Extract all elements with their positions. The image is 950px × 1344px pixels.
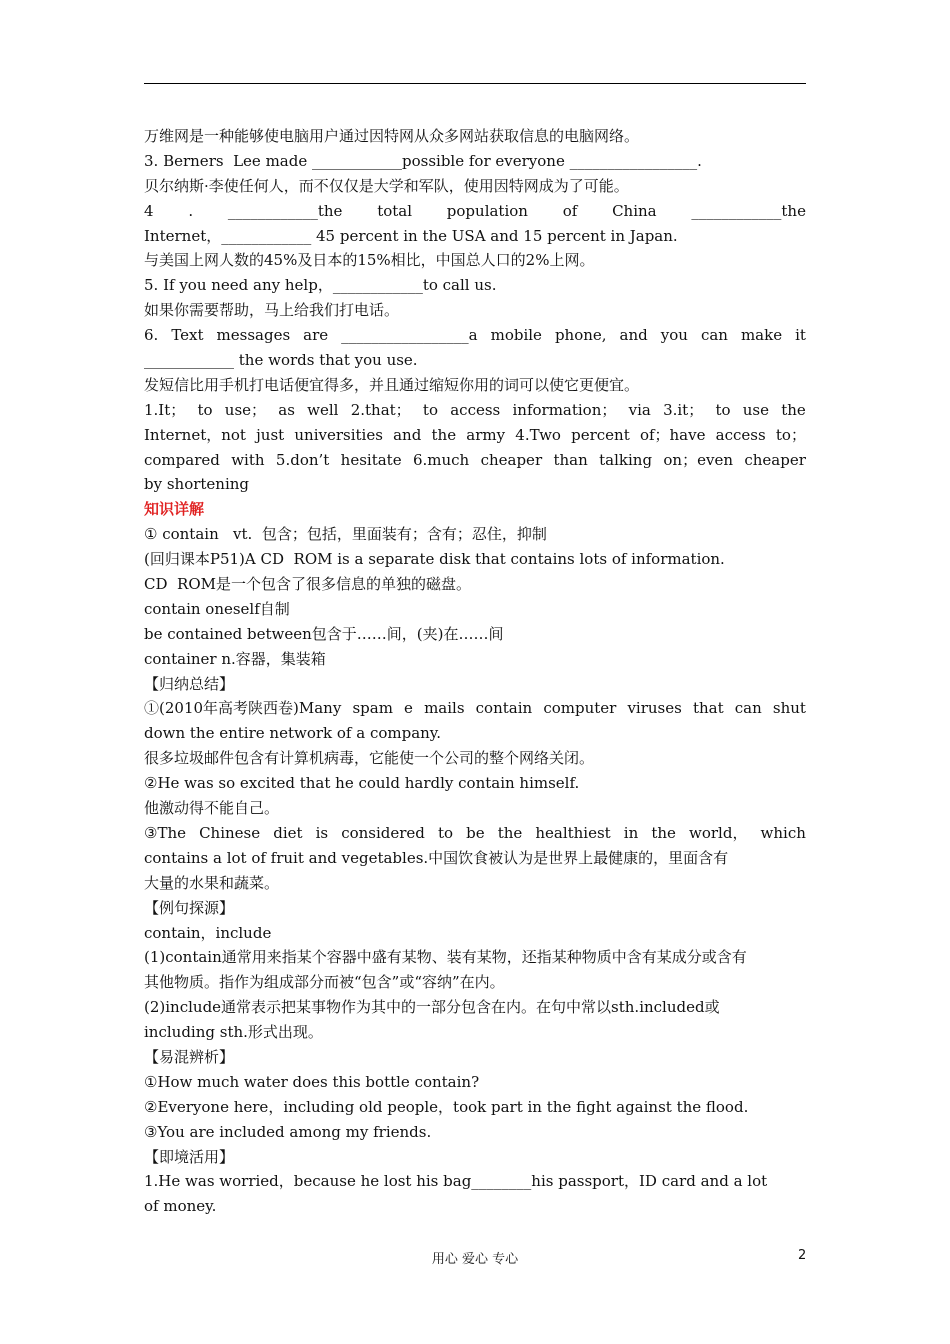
text-line: CD ROM是一个包含了很多信息的单独的磁盘。 (144, 575, 471, 594)
text-line: 他激动得不能自己。 (144, 799, 280, 818)
word: which (760, 823, 806, 842)
word: mails (424, 699, 465, 718)
text-line: ①How much water does this bottle contain? (144, 1072, 480, 1091)
word: and (393, 425, 422, 444)
word: healthiest (535, 823, 611, 842)
word: to (715, 400, 731, 419)
word: China (612, 201, 657, 220)
text-line: 其他物质。指作为组成部分而被“包含”或“容纳”在内。 (144, 973, 505, 992)
text-line: (回归课本P51)A CD ROM is a separate disk that contains lots of information. (144, 550, 725, 569)
answer-line-justified (144, 423, 806, 448)
text-line: be contained between包含于……间，(夹)在……间 (144, 624, 504, 643)
word: can (700, 326, 728, 345)
text-line-justified (144, 323, 806, 348)
word: and (619, 326, 648, 345)
subsection-heading: 【例句探源】 (144, 898, 235, 917)
word: ①(2010年高考陕西卷)Many (144, 699, 342, 718)
word: percent (571, 425, 630, 444)
word: via (628, 400, 651, 419)
text-line-justified (144, 696, 806, 721)
text-line: (2)include通常表示把某事物作为其中的一部分包含在内。在句中常以sth.included或 (144, 998, 720, 1017)
text-line-justified (144, 199, 806, 224)
word: make (740, 326, 783, 345)
word: the (497, 823, 523, 842)
word: as (278, 400, 295, 419)
word: it (795, 326, 806, 345)
word: 4 (144, 201, 154, 220)
page-number: 2 (798, 1248, 807, 1263)
text-line: 发短信比用手机打电话便宜得多，并且通过缩短你用的词可以使它更便宜。 (144, 375, 640, 394)
word: compared (144, 450, 220, 469)
word: on；even (663, 450, 733, 469)
word: is (315, 823, 329, 842)
word: access (450, 400, 501, 419)
word: contain (475, 699, 533, 718)
subsection-heading: 【归纳总结】 (144, 674, 235, 693)
word: hesitate (340, 450, 402, 469)
page-footer (0, 1248, 950, 1268)
text-line: contains a lot of fruit and vegetables.中国饮食被认为是世界上最健康的，里面含有 (144, 848, 729, 867)
word: of (562, 201, 578, 220)
word: 3.it； (663, 400, 704, 419)
word: of；have (639, 425, 706, 444)
word: 5.don’t (275, 450, 330, 469)
word: are (303, 326, 329, 345)
word: universities (294, 425, 383, 444)
word: e (404, 699, 413, 718)
word: messages (216, 326, 291, 345)
word: Chinese (199, 823, 261, 842)
word: that (692, 699, 724, 718)
text-line: 如果你需要帮助，马上给我们打电话。 (144, 301, 400, 320)
section-heading: 知识详解 (144, 500, 205, 519)
answer-line-justified (144, 448, 806, 473)
word: talking (599, 450, 653, 469)
text-line: ②He was so excited that he could hardly contain himself. (144, 774, 580, 793)
text-line: 万维网是一种能够使电脑用户通过因特网从众多网站获取信息的电脑网络。 (144, 127, 640, 145)
text-line: container n.容器，集装箱 (144, 649, 326, 668)
word: diet (273, 823, 303, 842)
text-line: 贝尔纳斯·李使任何人，而不仅仅是大学和军队，使用因特网成为了可能。 (144, 176, 629, 195)
word: just (256, 425, 285, 444)
text-line: 与美国上网人数的45%及日本的15%相比，中国总人口的2%上网。 (144, 251, 595, 270)
word: 4.Two (515, 425, 561, 444)
word: 2.that； (350, 400, 411, 419)
answer-line-justified (144, 398, 806, 423)
text-line: of money. (144, 1197, 217, 1216)
subsection-heading: 【易混辨析】 (144, 1047, 235, 1066)
word: ____________the (691, 201, 806, 220)
word: with (231, 450, 265, 469)
document-body (144, 124, 806, 1219)
word: computer (543, 699, 617, 718)
word: can (734, 699, 762, 718)
text-line: Internet，____________ 45 percent in the USA and 15 percent in Japan. (144, 226, 678, 245)
word: information； (512, 400, 617, 419)
word: access (715, 425, 766, 444)
text-line: including sth.形式出现。 (144, 1023, 323, 1042)
footer-motto: 用心 爱心 专心 (431, 1252, 519, 1267)
word: ____________the (227, 201, 343, 220)
word: world， (689, 823, 748, 842)
text-line: 1.He was worried，because he lost his bag________his passport，ID card and a lot (144, 1172, 768, 1191)
text-line: 大量的水果和蔬菜。 (144, 873, 280, 892)
word: than (553, 450, 588, 469)
word: Internet，not (144, 425, 246, 444)
word: population (446, 201, 528, 220)
word: to； (775, 425, 806, 444)
word: cheaper (744, 450, 806, 469)
word: well (307, 400, 339, 419)
text-line: 3. Berners Lee made ____________possible for everyone _________________. (144, 151, 702, 170)
word: the (651, 823, 676, 842)
word: be (466, 823, 485, 842)
word: the (431, 425, 457, 444)
text-line-justified (144, 821, 806, 846)
word: shut (772, 699, 806, 718)
word: 1.It； (144, 400, 186, 419)
word: the (781, 400, 806, 419)
word: viruses (627, 699, 682, 718)
word: phone, (554, 326, 607, 345)
word: in (623, 823, 639, 842)
word: spam (352, 699, 393, 718)
text-line: by shortening (144, 475, 250, 494)
text-line: 很多垃圾邮件包含有计算机病毒，它能使一个公司的整个网络关闭。 (144, 749, 595, 768)
word: use (742, 400, 769, 419)
word: army (466, 425, 506, 444)
word: Text (171, 326, 204, 345)
text-line: (1)contain通常用来指某个容器中盛有某物、装有某物，还指某种物质中含有某成分或含有 (144, 948, 747, 967)
text-line: ③You are included among my friends. (144, 1122, 432, 1141)
text-line: ____________ the words that you use. (144, 351, 418, 370)
word: use； (224, 400, 267, 419)
text-line: down the entire network of a company. (144, 724, 442, 743)
word: you (660, 326, 688, 345)
text-line: ②Everyone here，including old people，took part in the fight against the flood. (144, 1097, 749, 1116)
word: . (188, 201, 194, 220)
text-line: contain oneself自制 (144, 599, 290, 618)
word: to (437, 823, 454, 842)
word: mobile (490, 326, 542, 345)
word: 6. (144, 326, 159, 345)
text-line: ① contain vt. 包含；包括，里面装有；含有；忍住，抑制 (144, 525, 547, 544)
subsection-heading: 【即境活用】 (144, 1147, 235, 1166)
word: 6.much (412, 450, 470, 469)
word: total (377, 201, 413, 220)
header-rule (144, 83, 806, 84)
word: _________________a (341, 326, 478, 345)
word: to (422, 400, 438, 419)
word: ③The (144, 823, 186, 842)
text-line: contain，include (144, 923, 272, 942)
word: cheaper (480, 450, 543, 469)
text-line: 5. If you need any help，____________to call us. (144, 276, 497, 295)
word: considered (341, 823, 425, 842)
word: to (197, 400, 213, 419)
